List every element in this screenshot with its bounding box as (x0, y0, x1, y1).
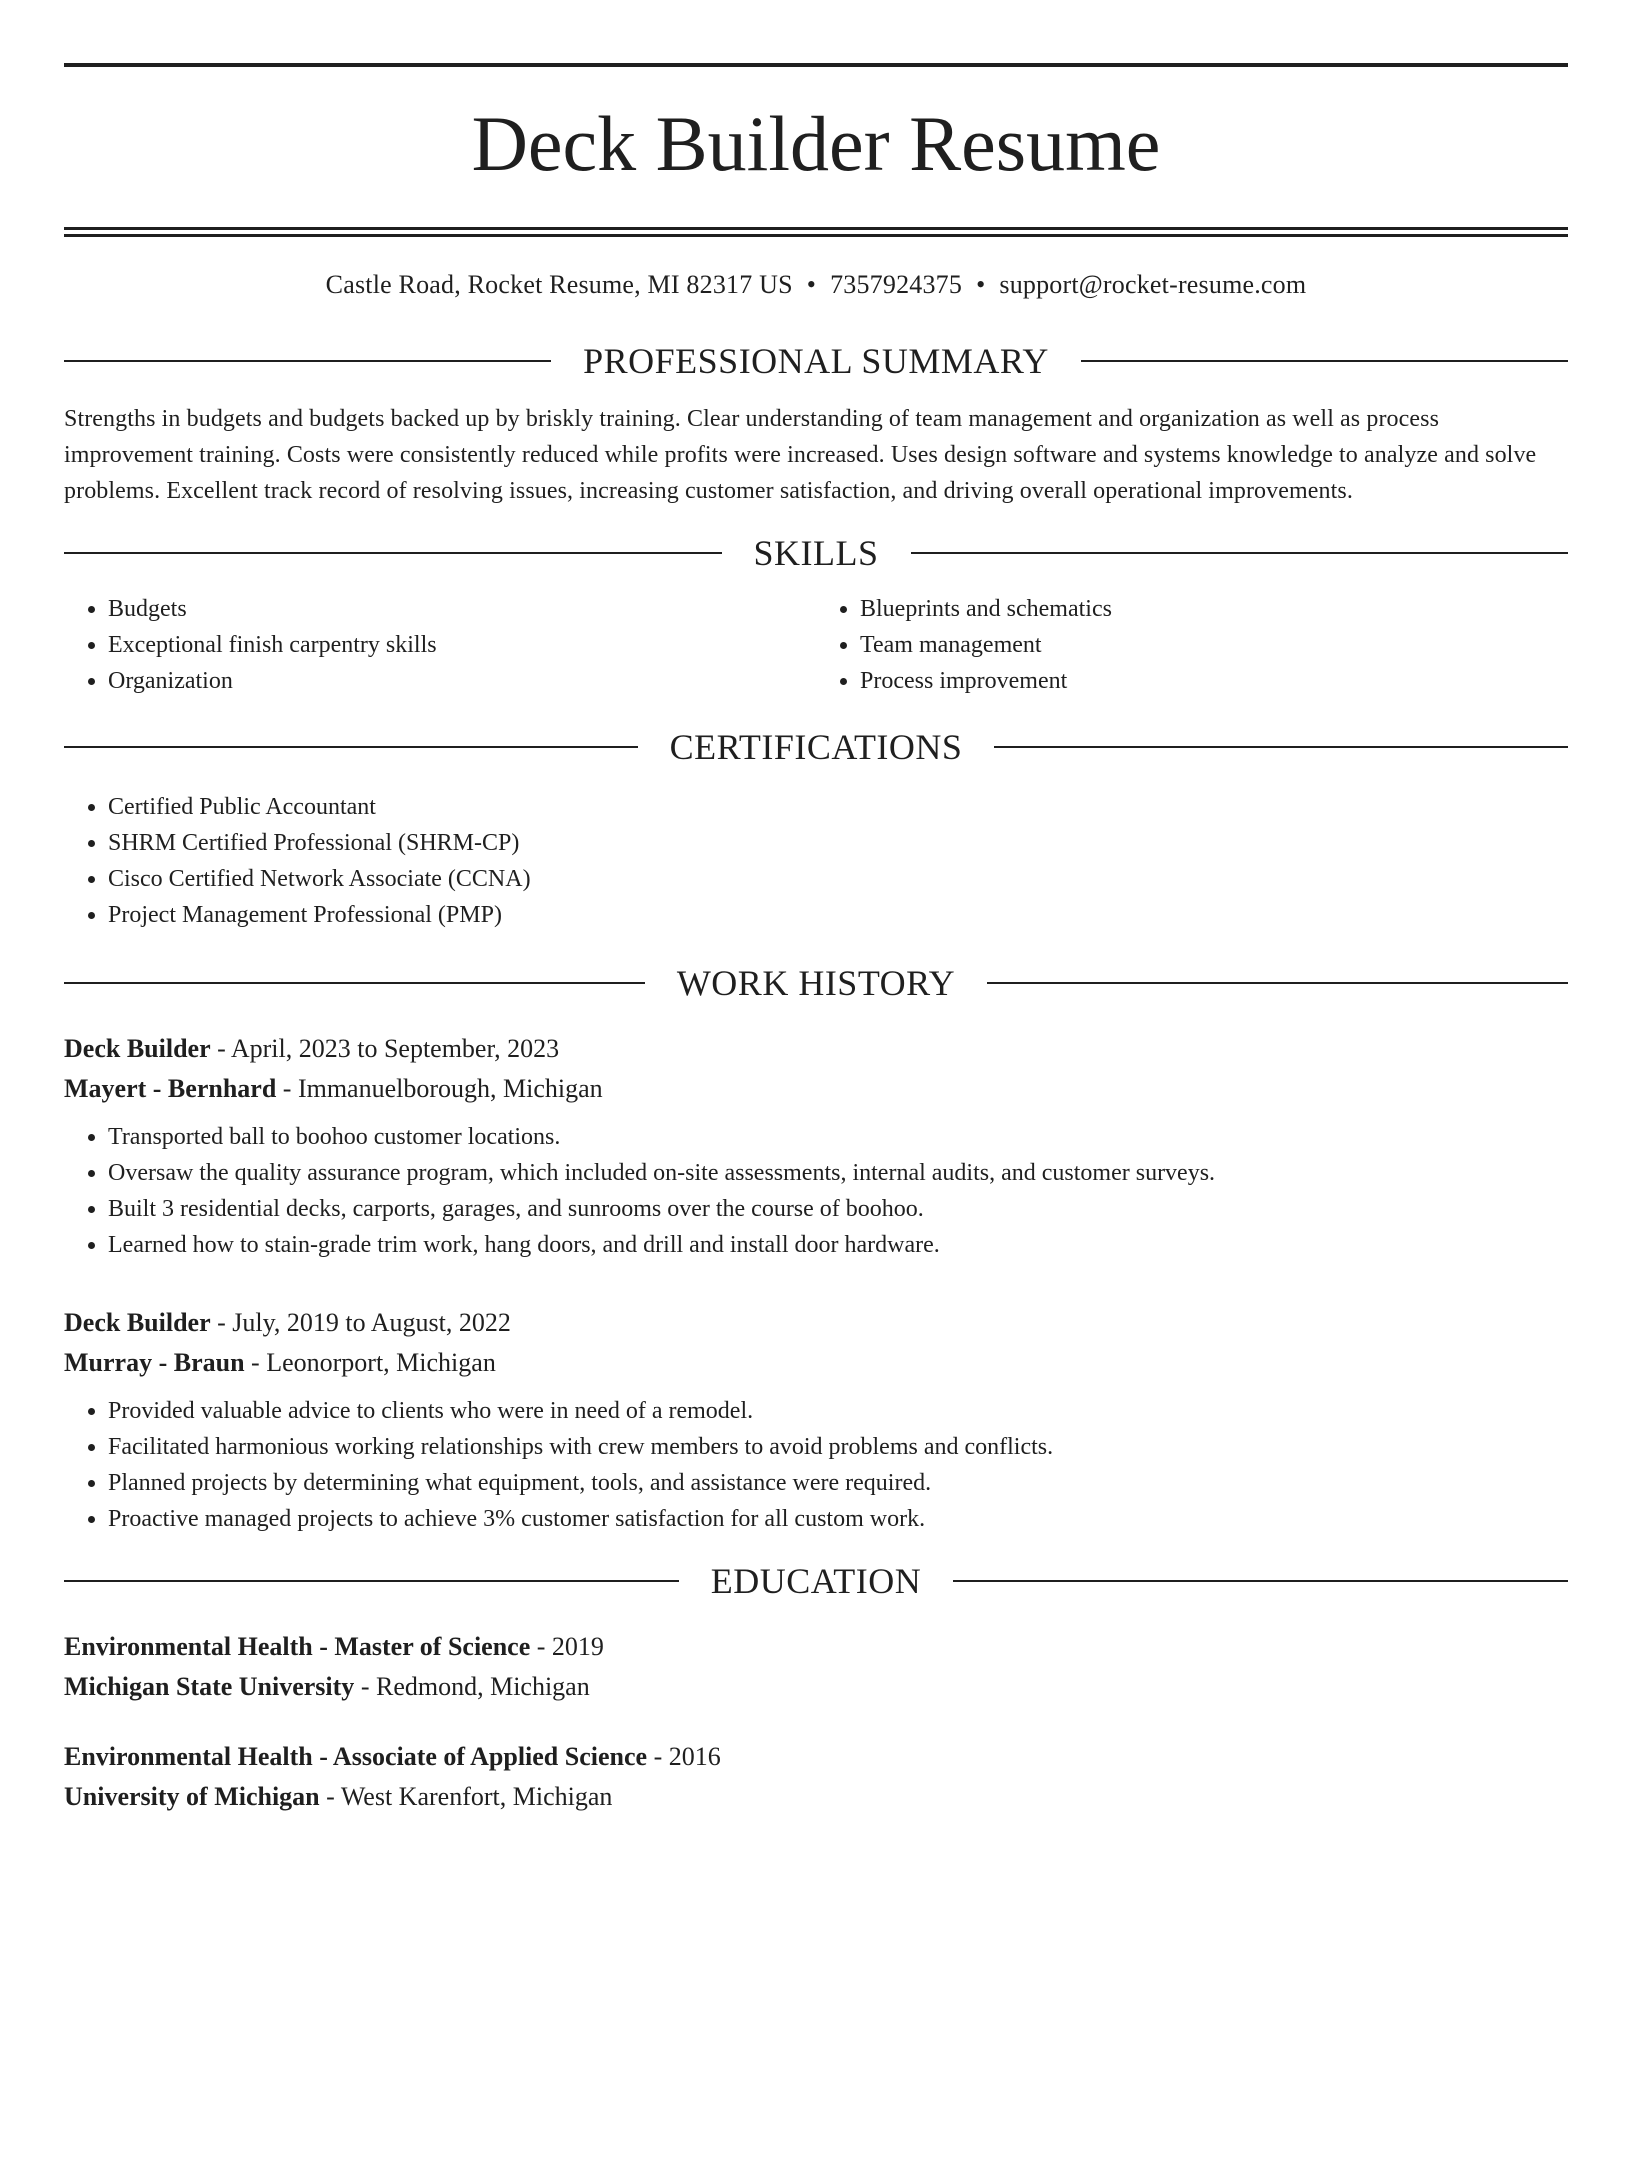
section-title: SKILLS (753, 533, 879, 573)
education-location: - Redmond, Michigan (354, 1672, 590, 1701)
list-item: • Blueprints and schematics (860, 591, 1568, 627)
skills-list-left (64, 591, 816, 699)
section-rule-left (64, 360, 551, 362)
job-title: Deck Builder (64, 1308, 211, 1337)
education-year: - 2016 (647, 1742, 721, 1771)
list-item: • Planned projects by determining what equipment, tools, and assistance were required. (108, 1465, 1568, 1501)
section-header-skills (64, 529, 1568, 577)
section-rule-right (911, 552, 1569, 554)
education-year: - 2019 (530, 1632, 604, 1661)
section-header-certifications (64, 723, 1568, 771)
job-bullets (64, 1119, 1568, 1263)
section-rule-right (1081, 360, 1568, 362)
list-item: • Exceptional finish carpentry skills (108, 627, 816, 663)
contact-phone: 7357924375 (830, 270, 963, 299)
education-degree-line (64, 1737, 1568, 1777)
education-degree: Environmental Health - Associate of Applied Science (64, 1742, 648, 1771)
job-company-line (64, 1343, 1568, 1383)
contact-address: Castle Road, Rocket Resume, MI 82317 US (325, 270, 793, 299)
list-item: • Learned how to stain-grade trim work, hang doors, and drill and install door hardware. (108, 1227, 1568, 1263)
education-school: University of Michigan (64, 1782, 320, 1811)
education-entry (64, 1737, 1568, 1817)
education-school: Michigan State University (64, 1672, 355, 1701)
job-title-line (64, 1029, 1568, 1069)
list-item: • Built 3 residential decks, carports, garages, and sunrooms over the course of boohoo. (108, 1191, 1568, 1227)
education-school-line (64, 1777, 1568, 1817)
section-rule-left (64, 552, 722, 554)
section-header-education (64, 1557, 1568, 1605)
job-entry (64, 1029, 1568, 1263)
section-title: CERTIFICATIONS (669, 727, 963, 767)
job-dates: - April, 2023 to September, 2023 (210, 1034, 560, 1063)
list-item: • Team management (860, 627, 1568, 663)
section-title: EDUCATION (710, 1561, 922, 1601)
list-item: • Facilitated harmonious working relationships with crew members to avoid problems and conflicts. (108, 1429, 1568, 1465)
list-item: • Proactive managed projects to achieve 3% customer satisfaction for all custom work. (108, 1501, 1568, 1537)
education-entry (64, 1627, 1568, 1707)
section-title: PROFESSIONAL SUMMARY (583, 341, 1049, 381)
job-entry (64, 1303, 1568, 1537)
education-degree-line (64, 1627, 1568, 1667)
section-rule-right (994, 746, 1568, 748)
list-item: • SHRM Certified Professional (SHRM-CP) (108, 825, 1568, 861)
list-item: • Budgets (108, 591, 816, 627)
skills-columns (64, 591, 1568, 699)
list-item: • Certified Public Accountant (108, 789, 1568, 825)
section-header-summary (64, 337, 1568, 385)
job-company-line (64, 1069, 1568, 1109)
list-item: • Process improvement (860, 663, 1568, 699)
section-rule-right (987, 982, 1568, 984)
job-title-line (64, 1303, 1568, 1343)
resume-page (0, 63, 1632, 2175)
job-title: Deck Builder (64, 1034, 211, 1063)
job-location: - Leonorport, Michigan (244, 1348, 496, 1377)
education-school-line (64, 1667, 1568, 1707)
section-rule-left (64, 1580, 679, 1582)
contact-line (64, 269, 1568, 301)
job-dates: - July, 2019 to August, 2022 (210, 1308, 511, 1337)
top-rule (64, 63, 1568, 67)
job-company: Mayert - Bernhard (64, 1074, 277, 1103)
section-title: WORK HISTORY (676, 963, 956, 1003)
skills-list-right (816, 591, 1568, 699)
certifications-list (64, 789, 1568, 933)
list-item: • Project Management Professional (PMP) (108, 897, 1568, 933)
contact-separator: • (976, 270, 986, 299)
job-location: - Immanuelborough, Michigan (276, 1074, 603, 1103)
contact-separator: • (806, 270, 817, 299)
education-location: - West Karenfort, Michigan (319, 1782, 613, 1811)
list-item: • Transported ball to boohoo customer locations. (108, 1119, 1568, 1155)
contact-email: support@rocket-resume.com (999, 270, 1307, 299)
section-rule-left (64, 746, 638, 748)
job-company: Murray - Braun (64, 1348, 245, 1377)
section-rule-right (953, 1580, 1568, 1582)
list-item: • Oversaw the quality assurance program, which included on-site assessments, internal audits, and customer surveys. (108, 1155, 1568, 1191)
list-item: • Cisco Certified Network Associate (CCNA) (108, 861, 1568, 897)
page-title: Deck Builder Resume (471, 100, 1161, 187)
list-item: • Provided valuable advice to clients who were in need of a remodel. (108, 1393, 1568, 1429)
job-bullets (64, 1393, 1568, 1537)
summary-text: Strengths in budgets and budgets backed up by briskly training. Clear understanding of team management and organization as well as process improvement training. Costs were consistently reduced while profits were increased. Uses design software and systems knowledge to analyze and solve problems. Excellent track record of resolving issues, increasing customer satisfaction, and driving overall operational improvements. (64, 406, 1537, 504)
education-degree: Environmental Health - Master of Science (64, 1632, 531, 1661)
list-item: • Organization (108, 663, 816, 699)
section-header-work-history (64, 959, 1568, 1007)
section-rule-left (64, 982, 645, 984)
title-double-rule (64, 227, 1568, 237)
